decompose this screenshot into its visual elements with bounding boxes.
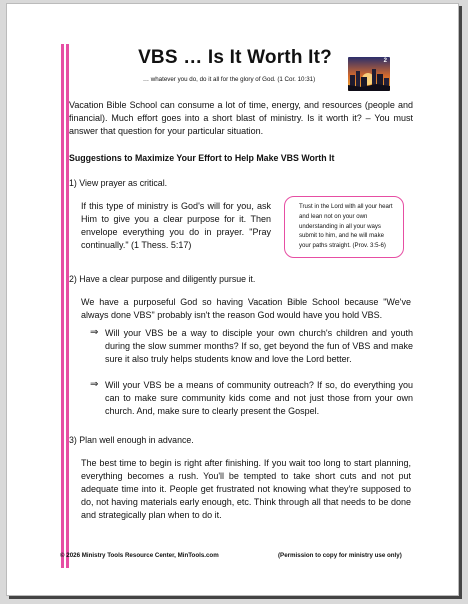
step-2-heading: 2) Have a clear purpose and diligently pursue it. xyxy=(69,274,256,284)
image-badge: 2 xyxy=(383,58,387,64)
footer-copyright: © 2026 Ministry Tools Resource Center, MinTools.com xyxy=(60,552,219,559)
step-2-body: We have a purposeful God so having Vacation Bible School because "We've always done VBS" probably isn't the reason God would have you hold VBS. xyxy=(81,297,411,320)
header-image xyxy=(348,57,390,91)
step-1-body: If this type of ministry is God's will for you, ask Him to give you a clear purpose for it. Then envelope everything you do in prayer. "Pray continually." (1 Thess. 5:17) xyxy=(81,201,271,250)
step-2-bullet-2: Will your VBS be a means of community outreach? If so, do everything you can to make sure community kids come and not just those from your own church. And, make sure to clearly present the Gospel. xyxy=(105,380,413,416)
step-3-body: The best time to begin is right after finishing. If you wait too long to start planning, everything becomes a rush. You'll be tempted to take short cuts and not put adequate time into it. People get frustrated not knowing what they're supposed to do, not having materials early enough, etc. Think through all that needs to be done and strategically plan when to do it. xyxy=(81,458,411,520)
scripture-callout-text: Trust in the Lord with all your heart and lean not on your own understanding in all your ways submit to him, and he will make your paths straight. (Prov. 3:5-6) xyxy=(299,203,393,250)
bullet-arrow-icon: ⇒ xyxy=(90,379,99,390)
step-1-heading: 1) View prayer as critical. xyxy=(69,178,168,188)
bullet-arrow-icon: ⇒ xyxy=(90,327,99,338)
step-3-heading: 3) Plan well enough in advance. xyxy=(69,435,194,445)
suggestions-heading: Suggestions to Maximize Your Effort to Help Make VBS Worth It xyxy=(69,153,335,163)
intro-paragraph: Vacation Bible School can consume a lot of time, energy, and resources (people and financial). Much effort goes into a short blast of ministry. Is it worth it? – You must answer that question for your particular situation. xyxy=(69,100,413,136)
left-accent-rule xyxy=(61,44,64,568)
scripture-callout xyxy=(284,196,404,258)
footer-permission: (Permission to copy for ministry use only) xyxy=(278,552,402,559)
page-title: VBS … Is It Worth It? xyxy=(138,47,332,68)
page-subtitle: … whatever you do, do it all for the glory of God. (1 Cor. 10:31) xyxy=(142,76,316,83)
step-2-bullet-1: Will your VBS be a way to disciple your own church's children and youth during the slow summer months? If so, get beyond the fun of VBS and make sure it also truly helps students know and love the Lord better. xyxy=(105,328,413,364)
